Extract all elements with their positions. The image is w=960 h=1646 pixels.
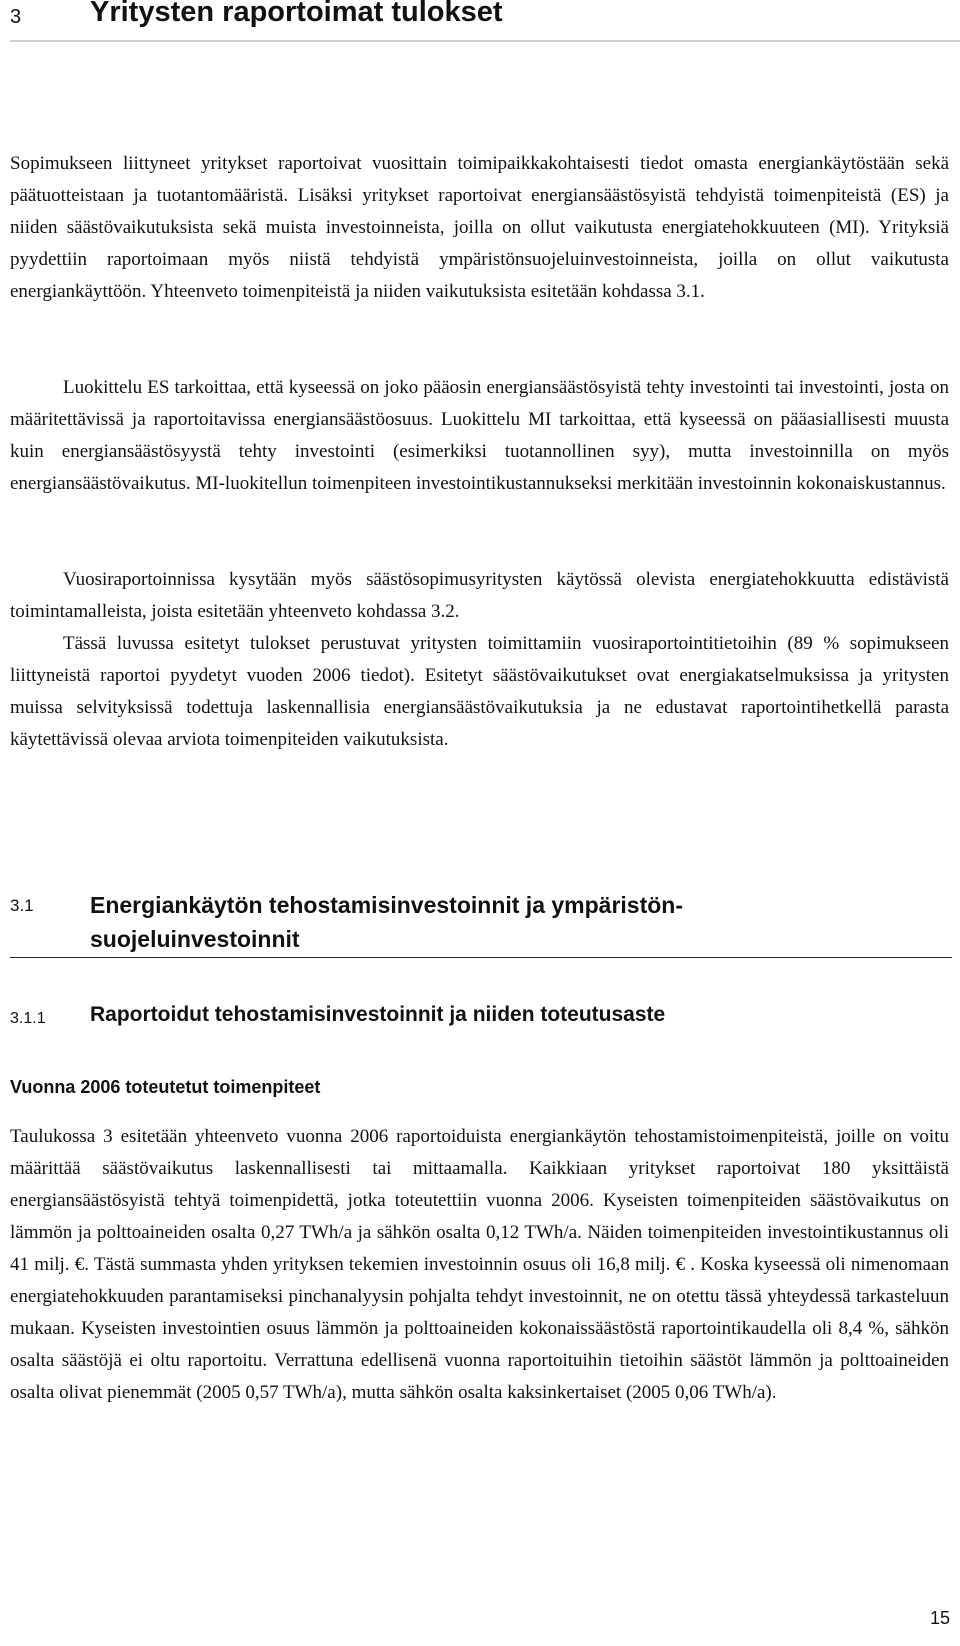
intro-paragraph-2: Luokittelu ES tarkoittaa, että kyseessä on joko pääosin energiansäästösyistä tehty investointi tai investointi, josta on määritettävissä ja raportoitavissa energiansäästöosuus. Luokittelu MI tarkoittaa, että kyseessä on pääasiallisesti muusta kuin energiansäästösyystä tehty investointi (esimerkiksi tuotannollinen syy), mutta investoinnilla on myös energiansäästövaikutus. MI-luokitellun toimenpiteen investointikustannukseksi merkitään investoinnin kokonaiskustannus. (10, 377, 949, 494)
intro-paragraph-1: Sopimukseen liittyneet yritykset raportoivat vuosittain toimipaikkakohtaisesti tiedot omasta energiankäytöstään sekä päätuotteistaan ja tuotantomääristä. Lisäksi yritykset raportoivat energiansäästösyistä tehdyistä toimenpiteistä (ES) ja niiden säästövaikutuksista sekä muista investoinneista, joilla on ollut vaikutusta energiatehokkuuteen (MI). Yrityksiä pyydettiin raportoimaan myös niistä tehdyistä ympäristönsuojeluinvestoinneista, joilla on ollut vaikutusta energiankäyttöön. Yhteenveto toimenpiteistä ja niiden vaikutuksista esitetään kohdassa 3.1. (10, 153, 949, 302)
intro-paragraph-4: Tässä luvussa esitetyt tulokset perustuvat yritysten toimittamiin vuosiraportointitietoihin (89 % sopimukseen liittyneistä raportoi pyydetyt vuoden 2006 tiedot). Esitetyt säästövaikutukset ovat energiakatselmuksissa ja yritysten muissa selvityksissä todettuja laskennallisia energiansäästövaikutuksia ja ne edustavat raportointihetkellä parasta käytettävissä olevaa arviota toimenpiteiden vaikutuksista. (10, 633, 949, 750)
chapter-title: Yritysten raportoimat tulokset (90, 0, 503, 28)
section-3-1-1-title: Raportoidut tehostamisinvestoinnit ja niiden toteutusaste (90, 1003, 666, 1026)
section-3-1-1-number: 3.1.1 (10, 1010, 46, 1027)
section-3-1-number: 3.1 (10, 896, 34, 915)
subsection-heading: Vuonna 2006 toteutetut toimenpiteet (10, 1077, 321, 1097)
subsection-paragraph-1: Taulukossa 3 esitetään yhteenveto vuonna 2006 raportoiduista energiankäytön tehostamistoimenpiteistä, joille on voitu määrittää säästövaikutus laskennallisesti tai mittaamalla. Kaikkiaan yritykset raportoivat 180 yksittäistä energiansäästösyistä tehtyä toimenpidettä, jotka toteutettiin vuonna 2006. Kyseisten toimenpiteiden säästövaikutus on lämmön ja polttoaineiden osalta 0,27 TWh/a ja sähkön osalta 0,12 TWh/a. Näiden toimenpiteiden investointikustannus oli 41 milj. €. Tästä summasta yhden yrityksen tekemien investoinnin osuus oli 16,8 milj. € . Koska kyseessä oli nimenomaan energiatehokkuuden parantamiseksi pinchanalyysin pohjalta tehdyt investoinnit, ne on otettu tässä yhteydessä tarkasteluun mukaan. Kyseisten investointien osuus lämmön ja polttoaineiden kokonaissäästöstä raportointikaudella oli 8,4 %, sähkön osalta säästöjä ei oltu raportoitu. Verrattuna edellisenä vuonna raportoituihin tietoihin säästöt lämmön ja polttoaineiden osalta olivat pienemmät (2005 0,57 TWh/a), mutta sähkön osalta kaksinkertaiset (2005 0,06 TWh/a). (10, 1126, 949, 1403)
section-rule (10, 957, 952, 958)
chapter-header (10, 0, 960, 42)
section-3-1-title: Energiankäytön tehostamisinvestoinnit ja ympäristönsuojeluinvestoinnit (90, 892, 684, 952)
intro-paragraph-3: Vuosiraportoinnissa kysytään myös säästösopimusyritysten käytössä olevista energiatehokkuutta edistävistä toimintamalleista, joista esitetään yhteenveto kohdassa 3.2. (10, 569, 949, 622)
chapter-number: 3 (10, 6, 22, 28)
page-number: 15 (929, 1608, 950, 1628)
